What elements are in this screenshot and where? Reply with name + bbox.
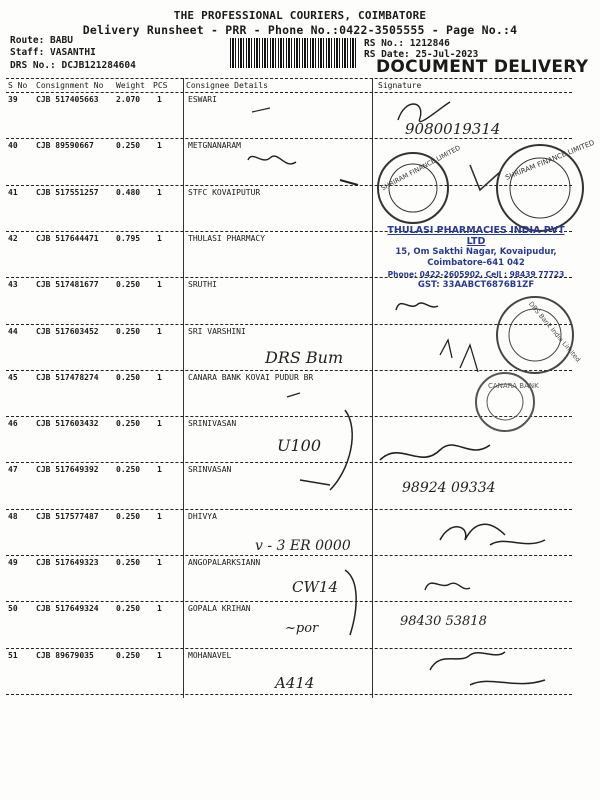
- pharmacy-gst: GST: 33AABCT6876B1ZF: [417, 280, 535, 290]
- row-weight: 0.250: [116, 558, 141, 567]
- row-consignment-no: CJB 517481677: [36, 280, 99, 290]
- rs-number: RS No.: 1212846: [364, 38, 450, 49]
- col-header-consignee: Consignee Details: [186, 81, 268, 90]
- handwritten-initials: DRS Bum: [265, 348, 344, 367]
- row-pcs: 1: [157, 187, 162, 197]
- table-row: [0, 558, 600, 604]
- row-sno: 43: [8, 280, 18, 290]
- pharmacy-address-2: Coimbatore-641 042: [427, 258, 525, 268]
- handwritten-note: v - 3 ER 0000: [255, 538, 351, 554]
- company-title: THE PROFESSIONAL COURIERS, COIMBATORE: [173, 9, 427, 22]
- row-divider: [6, 370, 572, 371]
- row-divider: [6, 555, 572, 556]
- row-divider: [6, 509, 572, 510]
- row-pcs: 1: [157, 95, 162, 104]
- row-divider: [6, 462, 572, 463]
- handwritten-note: CW14: [292, 578, 338, 596]
- table-row: [0, 512, 600, 558]
- row-pcs: 1: [157, 326, 162, 336]
- svg-text:DBS Bank India Limited: DBS Bank India Limited: [526, 300, 583, 364]
- row-consignee: SRI VARSHINI: [188, 326, 246, 336]
- row-sno: 49: [8, 558, 18, 567]
- row-consignee: SRUTHI: [188, 280, 217, 290]
- row-pcs: 1: [157, 465, 162, 475]
- row-consignee: METGNANARAM: [188, 141, 241, 151]
- col-header-consignment: Consignment No: [36, 81, 104, 90]
- col-header-weight: Weight: [116, 81, 145, 90]
- table-row: [0, 95, 600, 141]
- col-header-sno: S No: [8, 81, 28, 90]
- header-bottom-rule: [6, 92, 572, 93]
- row-weight: 0.250: [116, 326, 141, 336]
- row-consignment-no: CJB 517649392: [36, 465, 99, 475]
- row-sno: 41: [8, 187, 18, 197]
- row-weight: 0.250: [116, 280, 141, 290]
- row-consignee: ESWARI: [188, 95, 217, 104]
- row-weight: 0.250: [116, 419, 141, 429]
- row-divider: [6, 324, 572, 325]
- row-sno: 46: [8, 419, 18, 429]
- staff-label: Staff: VASANTHI: [10, 47, 96, 58]
- row-pcs: 1: [157, 141, 162, 151]
- handwritten-note: A414: [275, 674, 315, 692]
- row-sno: 51: [8, 650, 18, 660]
- pharmacy-stamp: [378, 225, 574, 291]
- table-row: [0, 651, 600, 697]
- svg-text:SHRIRAM FINANCE LIMITED: SHRIRAM FINANCE LIMITED: [504, 138, 596, 182]
- row-divider: [6, 185, 572, 186]
- row-pcs: 1: [157, 280, 162, 290]
- handwritten-note: U100: [277, 436, 322, 455]
- row-consignment-no: CJB 89590667: [36, 141, 94, 151]
- row-weight: 0.250: [116, 511, 141, 521]
- row-sno: 50: [8, 604, 18, 614]
- table-row: [0, 373, 600, 419]
- pharmacy-phone: Phone: 0422-2605902, Cell : 98439 77723: [387, 270, 565, 279]
- row-weight: 0.250: [116, 650, 141, 660]
- row-consignment-no: CJB 517478274: [36, 372, 99, 382]
- row-pcs: 1: [157, 511, 162, 521]
- row-weight: 0.250: [116, 465, 141, 475]
- row-consignee: GOPALA KRIHAN: [188, 604, 251, 614]
- row-consignment-no: CJB 517649323: [36, 558, 99, 567]
- row-divider: [6, 694, 572, 695]
- row-weight: 0.250: [116, 604, 141, 614]
- row-sno: 47: [8, 465, 18, 475]
- row-consignment-no: CJB 517603432: [36, 419, 99, 429]
- pharmacy-name: THULASI PHARMACIES INDIA PVT LTD: [387, 225, 565, 247]
- pharmacy-address-1: 15, Om Sakthi Nagar, Kovaipudur,: [395, 247, 557, 257]
- delivery-type: DOCUMENT DELIVERY: [376, 57, 589, 77]
- row-consignee: MOHANAVEL: [188, 650, 232, 660]
- row-consignment-no: CJB 89679035: [36, 650, 94, 660]
- row-consignment-no: CJB 517405663: [36, 95, 99, 104]
- svg-text:SHRIRAM FINANCE LIMITED: SHRIRAM FINANCE LIMITED: [379, 143, 462, 193]
- table-row: [0, 604, 600, 650]
- table-row: [0, 419, 600, 465]
- drs-number: DRS No.: DCJB121284604: [10, 60, 136, 71]
- handwritten-phone: 98430 53818: [400, 614, 487, 629]
- row-sno: 39: [8, 95, 18, 104]
- runsheet-title: Delivery Runsheet - PRR - Phone No.:0422-3505555 - Page No.:4: [82, 23, 518, 37]
- row-pcs: 1: [157, 372, 162, 382]
- row-consignment-no: CJB 517551257: [36, 187, 99, 197]
- row-weight: 2.070: [116, 95, 141, 104]
- row-consignment-no: CJB 517603452: [36, 326, 99, 336]
- table-row: [0, 465, 600, 511]
- row-consignee: THULASI PHARMACY: [188, 233, 266, 243]
- handwritten-phone: 98924 09334: [402, 480, 496, 496]
- row-pcs: 1: [157, 558, 162, 567]
- handwritten-phone: 9080019314: [405, 120, 501, 138]
- row-divider: [6, 416, 572, 417]
- row-divider: [6, 138, 572, 139]
- row-sno: 42: [8, 233, 18, 243]
- row-pcs: 1: [157, 604, 162, 614]
- row-weight: 0.795: [116, 233, 141, 243]
- row-sno: 40: [8, 141, 18, 151]
- route-label: Route: BABU: [10, 35, 73, 46]
- row-sno: 44: [8, 326, 18, 336]
- row-consignee: DHIVYA: [188, 511, 217, 521]
- barcode: [230, 38, 358, 68]
- table-row: [0, 138, 600, 187]
- row-consignee: ANGOPALARKSIANN: [188, 558, 261, 567]
- row-weight: 0.480: [116, 187, 141, 197]
- row-pcs: 1: [157, 233, 162, 243]
- svg-text:CANARA BANK: CANARA BANK: [488, 382, 539, 390]
- row-divider: [6, 648, 572, 649]
- header-top-rule: [6, 78, 572, 79]
- row-consignment-no: CJB 517577487: [36, 511, 99, 521]
- table-row: [0, 327, 600, 373]
- row-consignee: SRINIVASAN: [188, 419, 237, 429]
- row-consignee: STFC KOVAIPUTUR: [188, 187, 261, 197]
- row-sno: 48: [8, 511, 18, 521]
- row-sno: 45: [8, 372, 18, 382]
- row-weight: 0.250: [116, 372, 141, 382]
- row-pcs: 1: [157, 419, 162, 429]
- row-consignment-no: CJB 517649324: [36, 604, 99, 614]
- row-consignee: CANARA BANK KOVAI PUDUR BR: [188, 372, 314, 382]
- handwritten-note: ~por: [285, 621, 319, 636]
- row-weight: 0.250: [116, 141, 141, 151]
- rs-date: RS Date: 25-Jul-2023: [364, 49, 479, 60]
- row-consignee: SRINVASAN: [188, 465, 232, 475]
- col-header-pcs: PCS: [153, 81, 168, 90]
- col-header-signature: Signature: [378, 81, 422, 90]
- row-consignment-no: CJB 517644471: [36, 233, 99, 243]
- row-pcs: 1: [157, 650, 162, 660]
- row-divider: [6, 601, 572, 602]
